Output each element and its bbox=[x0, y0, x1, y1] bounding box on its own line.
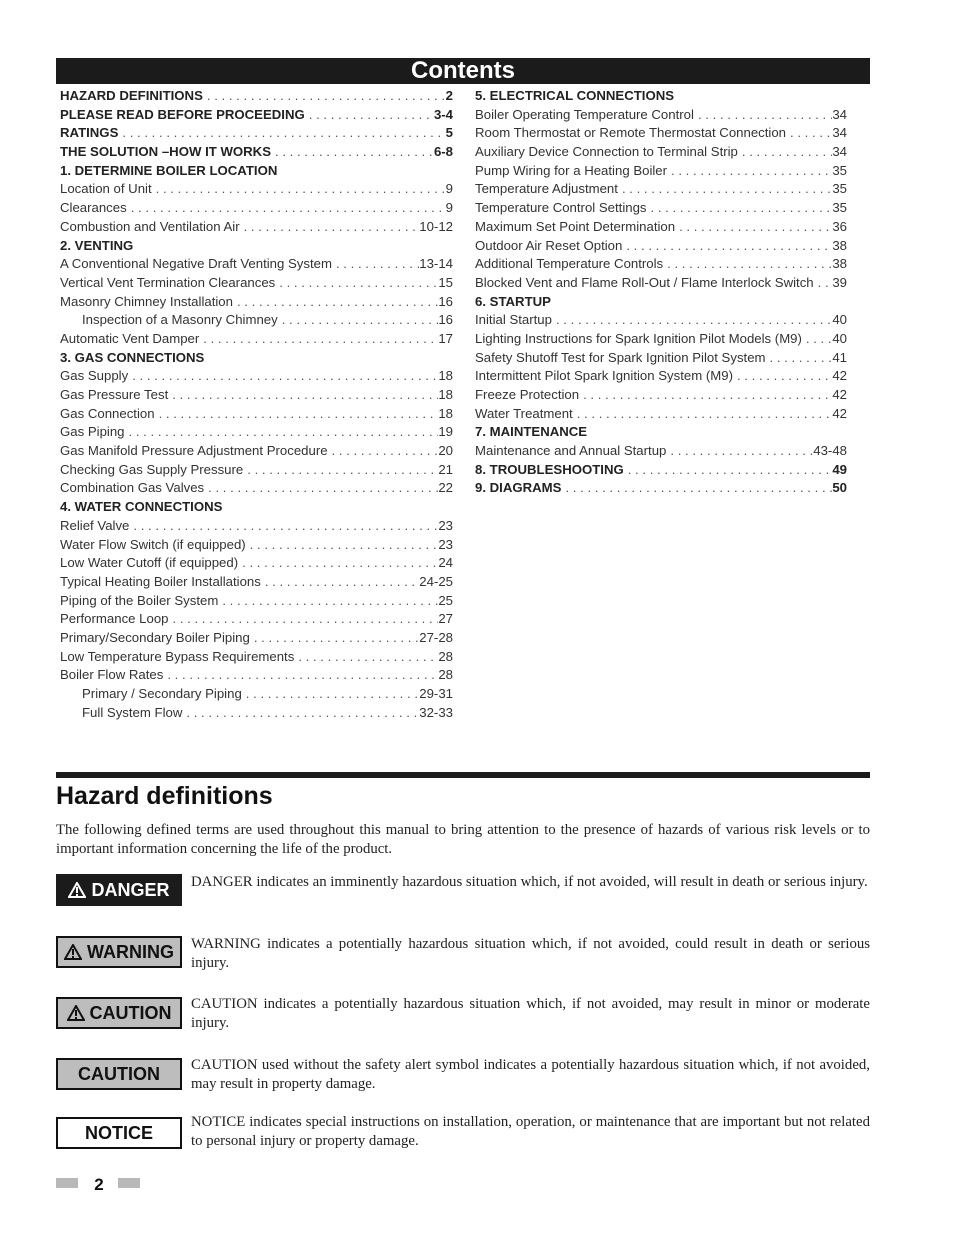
toc-entry bbox=[60, 479, 453, 498]
toc-entry bbox=[60, 124, 453, 143]
toc-entry-page: 23 bbox=[438, 517, 453, 533]
toc-leader-dots bbox=[733, 367, 832, 386]
toc-leader-dots bbox=[261, 573, 419, 592]
toc-entry-title: A Conventional Negative Draft Venting System bbox=[60, 256, 332, 272]
toc-entry-page: 21 bbox=[438, 461, 453, 477]
toc-leader-dots bbox=[271, 143, 434, 162]
toc-entry-title: Gas Piping bbox=[60, 424, 125, 440]
toc-entry bbox=[475, 218, 847, 237]
toc-entry bbox=[60, 180, 453, 199]
toc-entry bbox=[60, 666, 453, 685]
toc-entry-page: 42 bbox=[832, 387, 847, 402]
toc-entry bbox=[475, 442, 847, 461]
toc-entry-title: Clearances bbox=[60, 200, 127, 216]
toc-leader-dots bbox=[305, 106, 434, 125]
toc-entry bbox=[60, 386, 453, 405]
warning-triangle-icon bbox=[67, 1005, 85, 1021]
toc-section-heading bbox=[60, 498, 453, 517]
toc-leader-dots bbox=[802, 330, 832, 349]
toc-entry-title: Additional Temperature Controls bbox=[475, 256, 664, 272]
toc-entry bbox=[60, 442, 453, 461]
toc-leader-dots bbox=[250, 629, 419, 648]
toc-entry-page: 40 bbox=[832, 312, 847, 328]
toc-entry bbox=[60, 461, 453, 480]
toc-entry-title: 7. MAINTENANCE bbox=[475, 424, 588, 440]
toc-section-heading bbox=[475, 423, 847, 442]
toc-leader-dots bbox=[738, 143, 832, 162]
toc-leader-dots bbox=[618, 180, 832, 199]
toc-entry-page: 5 bbox=[445, 125, 453, 141]
toc-entry-title: RATINGS bbox=[60, 125, 119, 141]
toc-entry bbox=[60, 648, 453, 667]
toc-leader-dots bbox=[786, 124, 832, 143]
caution-symbol-label: CAUTION bbox=[89, 1002, 172, 1023]
toc-entry-page: 6-8 bbox=[433, 144, 453, 160]
toc-entry bbox=[60, 573, 453, 592]
toc-leader-dots bbox=[218, 592, 438, 611]
toc-entry-page: 28 bbox=[438, 667, 453, 683]
toc-entry-page: 2 bbox=[445, 88, 453, 103]
toc-entry-title: Gas Supply bbox=[60, 368, 129, 384]
toc-leader-dots bbox=[238, 554, 438, 573]
toc-entry-page: 13-14 bbox=[419, 256, 453, 272]
toc-leader-dots bbox=[814, 274, 833, 293]
toc-entry bbox=[475, 180, 847, 199]
toc-entry-title: Piping of the Boiler System bbox=[60, 592, 219, 608]
toc-entry-page: 27 bbox=[438, 611, 453, 627]
toc-entry bbox=[475, 106, 847, 125]
toc-entry bbox=[60, 610, 453, 629]
toc-entry bbox=[60, 629, 453, 648]
toc-section-heading bbox=[60, 349, 453, 368]
toc-entry bbox=[60, 592, 453, 611]
toc-entry bbox=[60, 293, 453, 312]
toc-left-column bbox=[60, 87, 453, 722]
toc-leader-dots bbox=[573, 405, 833, 424]
toc-leader-dots bbox=[647, 199, 833, 218]
contents-title: Contents bbox=[56, 58, 870, 84]
danger-badge bbox=[56, 874, 182, 906]
toc-entry-title: Performance Loop bbox=[60, 611, 169, 627]
toc-entry-title: Low Water Cutoff (if equipped) bbox=[60, 555, 239, 571]
toc-entry-title: Auxiliary Device Connection to Terminal Strip bbox=[475, 144, 738, 160]
toc-entry-title: Temperature Adjustment bbox=[475, 181, 618, 197]
toc-leader-dots bbox=[199, 330, 438, 349]
toc-entry bbox=[475, 274, 847, 293]
toc-leader-dots bbox=[242, 685, 419, 704]
warning-label: WARNING bbox=[87, 941, 174, 962]
caution-symbol-description: CAUTION indicates a potentially hazardous situation which, if not avoided, may result in minor or moderate injury. bbox=[191, 996, 870, 1031]
toc-entry-page: 18 bbox=[438, 368, 453, 384]
toc-entry bbox=[60, 423, 453, 442]
toc-entry-title: Safety Shutoff Test for Spark Ignition Pilot System bbox=[475, 349, 766, 365]
toc-entry-title: 3. GAS CONNECTIONS bbox=[60, 349, 205, 365]
toc-entry-title: Gas Pressure Test bbox=[60, 387, 169, 402]
toc-entry bbox=[60, 143, 453, 162]
toc-entry-title: HAZARD DEFINITIONS bbox=[60, 88, 203, 103]
page-number: 2 bbox=[94, 1175, 104, 1194]
toc-entry-page: 32-33 bbox=[419, 704, 453, 720]
caution-label: CAUTION bbox=[78, 1063, 160, 1084]
toc-leader-dots bbox=[675, 218, 832, 237]
toc-entry-page: 24-25 bbox=[419, 573, 453, 589]
toc-entry bbox=[475, 367, 847, 386]
danger-label: DANGER bbox=[91, 879, 170, 900]
toc-leader-dots bbox=[118, 124, 445, 143]
toc-entry-title: Room Thermostat or Remote Thermostat Connection bbox=[475, 125, 787, 141]
toc-entry-title: Vertical Vent Termination Clearances bbox=[60, 274, 276, 290]
toc-entry-page: 10-12 bbox=[419, 218, 453, 234]
toc-leader-dots bbox=[328, 442, 439, 461]
warning-triangle-icon bbox=[64, 944, 82, 960]
toc-leader-dots bbox=[203, 87, 446, 106]
toc-entry-title: Primary / Secondary Piping bbox=[82, 686, 242, 701]
danger-description: DANGER indicates an imminently hazardous situation which, if not avoided, will result in death or serious injury. bbox=[191, 874, 868, 890]
toc-leader-dots bbox=[155, 405, 439, 424]
toc-entry-page: 34 bbox=[832, 106, 847, 122]
toc-leader-dots bbox=[129, 517, 438, 536]
toc-section-heading bbox=[60, 162, 453, 181]
toc-entry-title: Typical Heating Boiler Installations bbox=[60, 573, 261, 589]
footer-bar-right bbox=[118, 1178, 140, 1188]
footer-bar-left bbox=[56, 1178, 78, 1188]
toc-entry-page: 24 bbox=[438, 555, 453, 571]
notice-badge bbox=[56, 1117, 182, 1149]
toc-entry-page: 27-28 bbox=[419, 629, 453, 645]
toc-entry bbox=[60, 218, 453, 237]
toc-section-heading bbox=[60, 237, 453, 256]
toc-entry-title: Blocked Vent and Flame Roll-Out / Flame Interlock Switch bbox=[475, 274, 814, 290]
toc-leader-dots bbox=[127, 199, 446, 218]
toc-leader-dots bbox=[666, 442, 813, 461]
hazard-definitions-heading: Hazard definitions bbox=[56, 782, 273, 810]
toc-entry-title: PLEASE READ BEFORE PROCEEDING bbox=[60, 106, 305, 122]
toc-entry bbox=[475, 349, 847, 368]
warning-badge bbox=[56, 936, 182, 968]
toc-entry-title: Freeze Protection bbox=[475, 387, 580, 402]
toc-entry-title: 5. ELECTRICAL CONNECTIONS bbox=[475, 88, 675, 103]
hazard-intro: The following defined terms are used throughout this manual to bring attention to the presence of hazards of various risk levels or to important information concerning the life of the product. bbox=[56, 822, 870, 857]
toc-leader-dots bbox=[694, 106, 832, 125]
toc-entry-page: 20 bbox=[438, 443, 453, 459]
toc-entry-title: Water Flow Switch (if equipped) bbox=[60, 536, 246, 552]
toc-entry-page: 9 bbox=[445, 181, 453, 197]
toc-entry bbox=[60, 685, 453, 704]
toc-entry bbox=[60, 274, 453, 293]
toc-entry-page: 35 bbox=[832, 200, 847, 216]
toc-entry-page: 42 bbox=[832, 368, 847, 384]
toc-entry-title: Automatic Vent Damper bbox=[60, 330, 200, 346]
toc-entry-page: 28 bbox=[438, 648, 453, 664]
toc-entry bbox=[60, 536, 453, 555]
toc-entry-page: 18 bbox=[438, 405, 453, 421]
toc-entry bbox=[475, 124, 847, 143]
toc-entry-page: 25 bbox=[438, 592, 453, 608]
toc-entry-title: Boiler Operating Temperature Control bbox=[475, 106, 694, 122]
toc-leader-dots bbox=[622, 237, 832, 256]
toc-entry-title: Low Temperature Bypass Requirements bbox=[60, 648, 295, 664]
toc-leader-dots bbox=[579, 386, 832, 405]
toc-entry-page: 3-4 bbox=[433, 106, 453, 122]
toc-entry-title: Combination Gas Valves bbox=[60, 480, 205, 496]
section-rule bbox=[56, 772, 870, 778]
toc-entry bbox=[475, 199, 847, 218]
toc-leader-dots bbox=[168, 386, 438, 405]
toc-entry bbox=[475, 162, 847, 181]
toc-leader-dots bbox=[294, 648, 438, 667]
toc-entry-title: Outdoor Air Reset Option bbox=[475, 237, 623, 253]
toc-entry-page: 38 bbox=[832, 256, 847, 272]
toc-entry-page: 42 bbox=[832, 405, 847, 421]
toc-entry-page: 36 bbox=[832, 218, 847, 234]
toc-entry-page: 40 bbox=[832, 330, 847, 346]
toc-entry-page: 35 bbox=[832, 181, 847, 197]
toc-entry-page: 34 bbox=[832, 125, 847, 141]
toc-leader-dots bbox=[246, 536, 439, 555]
toc-right-column bbox=[475, 87, 847, 498]
toc-entry-page: 22 bbox=[438, 480, 453, 496]
toc-section-heading bbox=[475, 293, 847, 312]
toc-section-heading bbox=[475, 87, 847, 106]
toc-entry-title: Inspection of a Masonry Chimney bbox=[82, 312, 278, 328]
toc-leader-dots bbox=[278, 311, 439, 330]
toc-leader-dots bbox=[667, 162, 832, 181]
caution-symbol-badge bbox=[56, 997, 182, 1029]
toc-leader-dots bbox=[243, 461, 438, 480]
toc-entry bbox=[60, 330, 453, 349]
toc-entry-page: 29-31 bbox=[419, 686, 453, 701]
toc-entry-page: 19 bbox=[438, 424, 453, 440]
toc-entry-title: 9. DIAGRAMS bbox=[475, 480, 562, 496]
toc-entry-page: 34 bbox=[832, 144, 847, 160]
toc-entry bbox=[60, 367, 453, 386]
notice-label: NOTICE bbox=[84, 1122, 153, 1143]
toc-entry-title: Initial Startup bbox=[475, 312, 552, 328]
toc-entry-title: Maximum Set Point Determination bbox=[475, 218, 676, 234]
toc-leader-dots bbox=[163, 666, 438, 685]
toc-entry bbox=[60, 517, 453, 536]
toc-entry bbox=[475, 237, 847, 256]
toc-leader-dots bbox=[561, 479, 832, 498]
toc-entry-title: 1. DETERMINE BOILER LOCATION bbox=[60, 162, 278, 178]
toc-entry-title: 4. WATER CONNECTIONS bbox=[60, 499, 223, 515]
toc-entry-page: 41 bbox=[832, 349, 847, 365]
toc-entry-title: Lighting Instructions for Spark Ignition Pilot Models (M9) bbox=[475, 330, 802, 346]
toc-entry-title: Primary/Secondary Boiler Piping bbox=[60, 629, 250, 645]
toc-entry-title: 2. VENTING bbox=[60, 237, 134, 253]
toc-leader-dots bbox=[240, 218, 420, 237]
toc-entry-page: 49 bbox=[832, 461, 847, 477]
toc-entry bbox=[475, 479, 847, 498]
toc-entry bbox=[475, 311, 847, 330]
toc-entry-title: Pump Wiring for a Heating Boiler bbox=[475, 162, 668, 178]
toc-entry-title: 8. TROUBLESHOOTING bbox=[475, 461, 624, 477]
toc-entry bbox=[475, 386, 847, 405]
toc-entry bbox=[60, 199, 453, 218]
toc-leader-dots bbox=[275, 274, 438, 293]
toc-entry-title: Masonry Chimney Installation bbox=[60, 293, 233, 309]
toc-entry-title: THE SOLUTION –HOW IT WORKS bbox=[60, 144, 271, 160]
toc-entry bbox=[475, 461, 847, 480]
toc-entry-title: Gas Connection bbox=[60, 405, 155, 421]
toc-entry-page: 16 bbox=[438, 312, 453, 328]
toc-entry bbox=[60, 106, 453, 125]
toc-entry-title: Intermittent Pilot Spark Ignition System (M9) bbox=[475, 368, 733, 384]
toc-leader-dots bbox=[169, 610, 439, 629]
toc-entry-page: 18 bbox=[438, 387, 453, 402]
toc-entry-title: 6. STARTUP bbox=[475, 293, 551, 309]
toc-leader-dots bbox=[125, 423, 439, 442]
toc-leader-dots bbox=[233, 293, 438, 312]
toc-entry bbox=[60, 554, 453, 573]
toc-entry-page: 35 bbox=[832, 162, 847, 178]
toc-entry bbox=[60, 405, 453, 424]
toc-entry-page: 23 bbox=[438, 536, 453, 552]
toc-leader-dots bbox=[204, 479, 438, 498]
toc-entry bbox=[475, 330, 847, 349]
caution-badge bbox=[56, 1058, 182, 1090]
toc-leader-dots bbox=[332, 255, 419, 274]
toc-entry-title: Combustion and Ventilation Air bbox=[60, 218, 240, 234]
toc-entry bbox=[60, 87, 453, 106]
warning-triangle-icon bbox=[68, 882, 86, 898]
toc-leader-dots bbox=[552, 311, 832, 330]
toc-leader-dots bbox=[766, 349, 833, 368]
toc-entry-page: 38 bbox=[832, 237, 847, 253]
toc-entry-title: Full System Flow bbox=[82, 704, 183, 720]
toc-entry-page: 15 bbox=[438, 274, 453, 290]
toc-entry-page: 9 bbox=[445, 200, 453, 216]
toc-entry bbox=[60, 311, 453, 330]
toc-leader-dots bbox=[624, 461, 833, 480]
toc-entry bbox=[475, 405, 847, 424]
toc-entry-title: Water Treatment bbox=[475, 405, 573, 421]
toc-entry-page: 43-48 bbox=[813, 443, 847, 459]
toc-entry-title: Checking Gas Supply Pressure bbox=[60, 461, 244, 477]
toc-entry-title: Relief Valve bbox=[60, 517, 130, 533]
toc-entry bbox=[60, 255, 453, 274]
toc-entry bbox=[475, 143, 847, 162]
caution-description: CAUTION used without the safety alert symbol indicates a potentially hazardous situation which, if not avoided, may result in property damage. bbox=[191, 1057, 870, 1092]
toc-leader-dots bbox=[663, 255, 832, 274]
toc-entry-page: 50 bbox=[832, 480, 847, 496]
toc-entry-title: Temperature Control Settings bbox=[475, 200, 647, 216]
toc-entry-page: 39 bbox=[832, 274, 847, 290]
toc-leader-dots bbox=[128, 367, 438, 386]
toc-entry-title: Location of Unit bbox=[60, 181, 152, 197]
toc-leader-dots bbox=[182, 704, 419, 723]
toc-entry-title: Gas Manifold Pressure Adjustment Procedure bbox=[60, 443, 328, 459]
toc-entry bbox=[60, 704, 453, 723]
warning-description: WARNING indicates a potentially hazardous situation which, if not avoided, could result in death or serious injury. bbox=[191, 936, 870, 971]
toc-entry bbox=[475, 255, 847, 274]
toc-entry-title: Maintenance and Annual Startup bbox=[475, 443, 667, 459]
toc-entry-page: 16 bbox=[438, 293, 453, 309]
toc-leader-dots bbox=[152, 180, 446, 199]
toc-entry-title: Boiler Flow Rates bbox=[60, 667, 164, 683]
toc-entry-page: 17 bbox=[438, 330, 453, 346]
notice-description: NOTICE indicates special instructions on installation, operation, or maintenance that are important but not related to personal injury or property damage. bbox=[191, 1114, 870, 1149]
